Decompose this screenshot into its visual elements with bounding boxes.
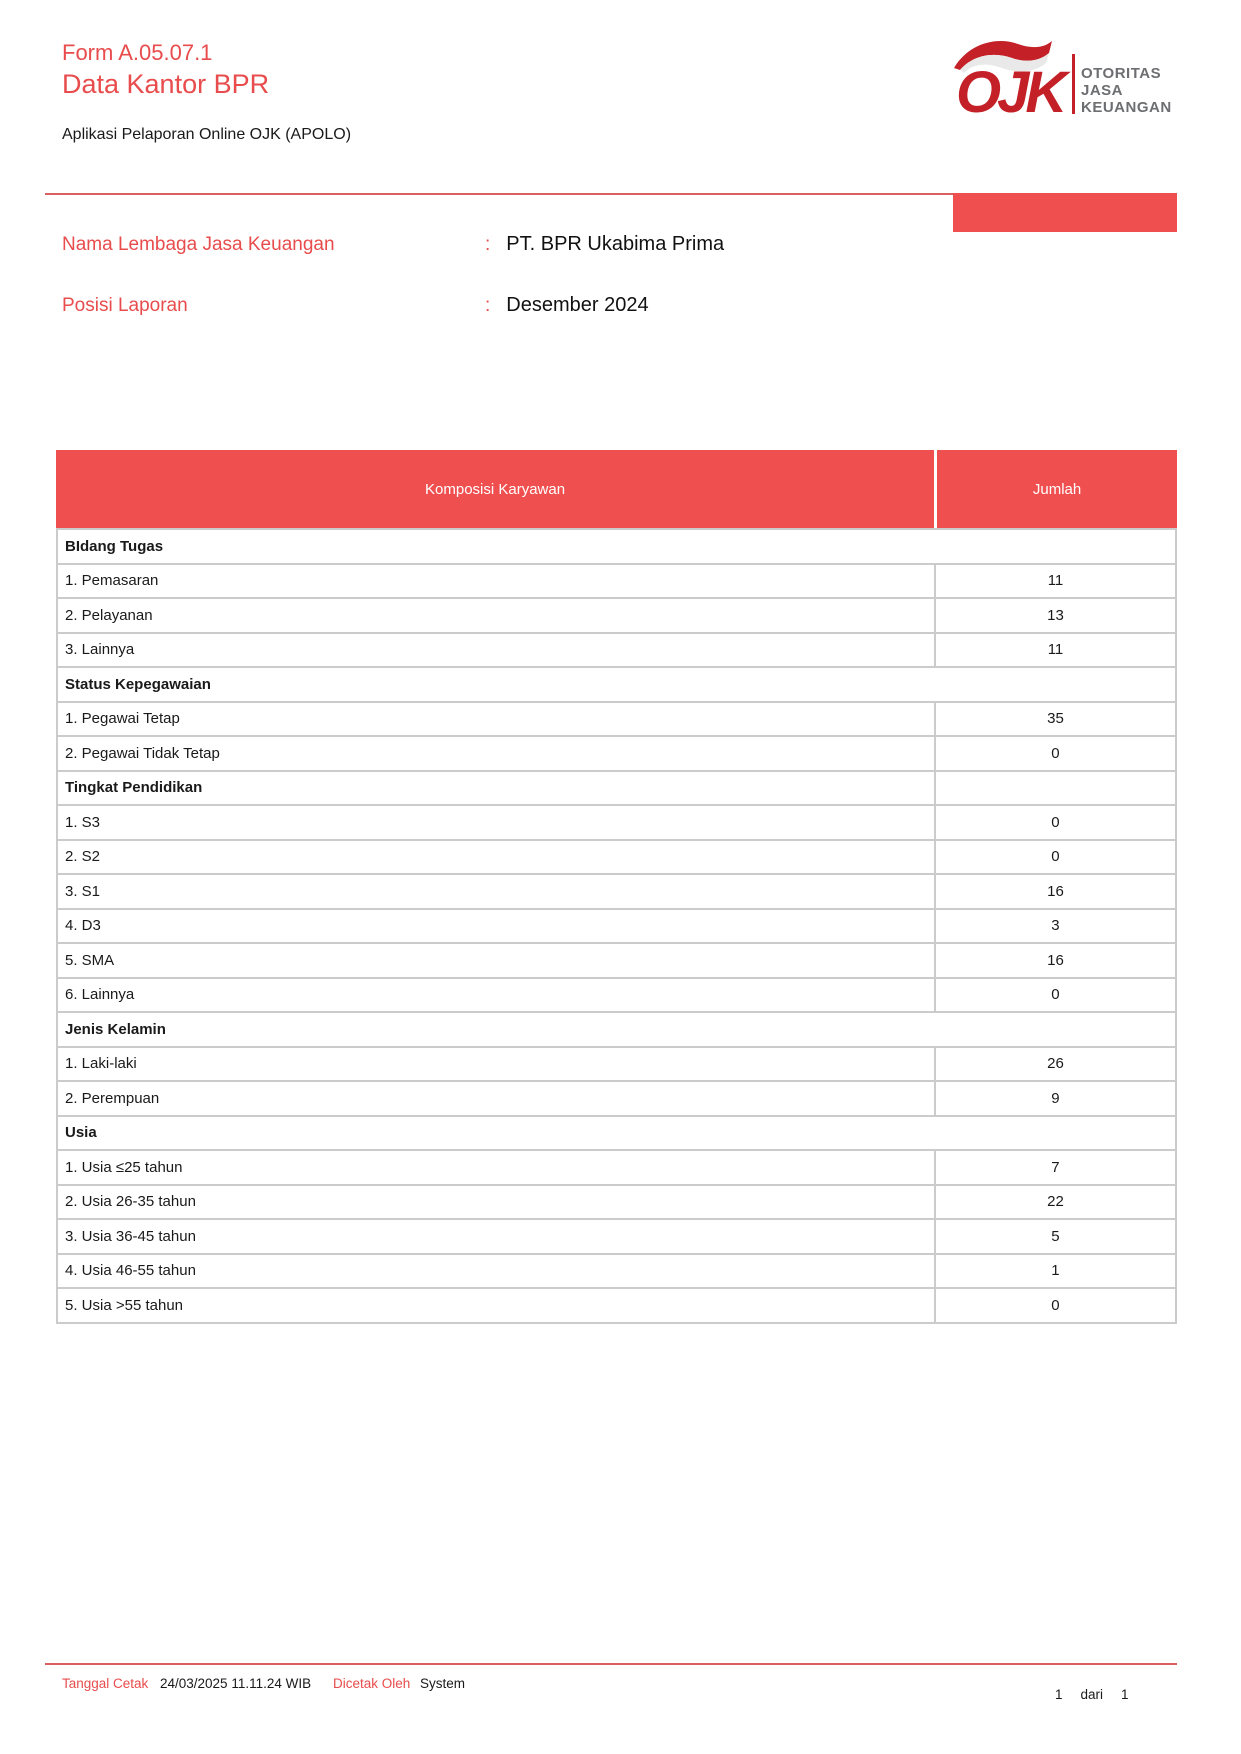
row-value: 3	[1051, 917, 1060, 935]
table-row	[58, 1048, 1175, 1083]
row-value: 0	[1051, 848, 1060, 866]
row-label: 2. Perempuan	[58, 1082, 936, 1115]
header-accent-block	[953, 193, 1177, 232]
ojk-logo	[948, 34, 1180, 122]
institution-colon: :	[485, 234, 491, 255]
table-body	[56, 528, 1177, 1324]
table-row	[58, 875, 1175, 910]
row-value: 9	[1051, 1089, 1060, 1107]
report-period-colon: :	[485, 295, 491, 316]
table-row	[58, 668, 1175, 703]
page-title: Data Kantor BPR	[62, 68, 270, 99]
table-row	[58, 634, 1175, 669]
page-total: 1	[1121, 1687, 1129, 1702]
footer	[62, 1676, 1042, 1691]
table-row	[58, 772, 1175, 807]
table-row	[58, 1117, 1175, 1152]
table-row	[58, 565, 1175, 600]
row-value: 35	[1047, 710, 1064, 728]
ojk-wordmark: OJK	[956, 60, 1064, 122]
footer-rule	[45, 1663, 1177, 1665]
report-period-label: Posisi Laporan	[62, 295, 188, 316]
institution-row	[62, 233, 724, 256]
report-period-value: Desember 2024	[506, 294, 649, 316]
column-header-komposisi: Komposisi Karyawan	[56, 450, 937, 528]
row-value: 5	[1051, 1227, 1060, 1245]
table-row	[58, 1289, 1175, 1322]
row-label: Usia	[65, 1124, 97, 1142]
table-row	[58, 910, 1175, 945]
print-date-label: Tanggal Cetak	[62, 1676, 149, 1691]
org-line-3: KEUANGAN	[1081, 99, 1172, 116]
page-indicator	[1055, 1687, 1129, 1702]
row-label: BIdang Tugas	[65, 537, 164, 555]
row-value: 0	[1051, 813, 1060, 831]
table-row	[58, 599, 1175, 634]
row-label: 1. Laki-laki	[58, 1048, 936, 1081]
row-label: 2. Usia 26-35 tahun	[58, 1186, 936, 1219]
row-value: 0	[1051, 744, 1060, 762]
row-value: 0	[1051, 1296, 1060, 1314]
row-label: 3. Lainnya	[58, 634, 936, 667]
printed-by-label: Dicetak Oleh	[333, 1676, 411, 1691]
institution-value: PT. BPR Ukabima Prima	[506, 233, 725, 255]
org-line-1: OTORITAS	[1081, 65, 1162, 82]
row-label: 6. Lainnya	[58, 979, 936, 1012]
row-label: 1. S3	[58, 806, 936, 839]
row-value: 16	[1047, 951, 1064, 969]
table-row	[58, 979, 1175, 1014]
row-value: 11	[1047, 572, 1064, 590]
table-row	[58, 1082, 1175, 1117]
report-period-row	[62, 294, 649, 317]
row-value: 22	[1047, 1193, 1064, 1211]
employee-composition-table	[56, 450, 1177, 1324]
table-row	[58, 530, 1175, 565]
row-label: 2. Pelayanan	[58, 599, 936, 632]
logo-divider	[1072, 54, 1075, 114]
row-label: Tingkat Pendidikan	[58, 772, 936, 805]
page-separator: dari	[1080, 1687, 1104, 1702]
row-label: 2. S2	[58, 841, 936, 874]
row-label: 4. Usia 46-55 tahun	[58, 1255, 936, 1288]
row-value: 26	[1047, 1055, 1064, 1073]
row-value: 16	[1047, 882, 1064, 900]
table-row	[58, 944, 1175, 979]
row-label: Jenis Kelamin	[65, 1020, 166, 1038]
row-label: 1. Pegawai Tetap	[58, 703, 936, 736]
row-value: 13	[1047, 606, 1064, 624]
table-row	[58, 737, 1175, 772]
row-label: 5. SMA	[58, 944, 936, 977]
table-row	[58, 1186, 1175, 1221]
table-row	[58, 1255, 1175, 1290]
row-value: 0	[1051, 986, 1060, 1004]
table-row	[58, 1151, 1175, 1186]
app-name: Aplikasi Pelaporan Online OJK (APOLO)	[62, 126, 352, 143]
row-value: 7	[1051, 1158, 1060, 1176]
table-row	[58, 1013, 1175, 1048]
row-label: 4. D3	[58, 910, 936, 943]
row-value: 11	[1047, 641, 1064, 659]
table-row	[58, 1220, 1175, 1255]
row-label: 5. Usia >55 tahun	[58, 1289, 936, 1322]
page-current: 1	[1055, 1687, 1063, 1702]
table-header	[56, 450, 1177, 528]
column-header-jumlah: Jumlah	[1032, 480, 1082, 498]
title-block	[62, 40, 269, 100]
print-date-value: 24/03/2025 11.11.24 WIB	[160, 1676, 312, 1691]
table-row	[58, 703, 1175, 738]
institution-label: Nama Lembaga Jasa Keuangan	[62, 234, 335, 255]
row-value: 1	[1051, 1262, 1060, 1280]
row-label: 1. Pemasaran	[58, 565, 936, 598]
table-row	[58, 841, 1175, 876]
row-label: 3. S1	[58, 875, 936, 908]
row-label: 3. Usia 36-45 tahun	[58, 1220, 936, 1253]
row-label: 1. Usia ≤25 tahun	[58, 1151, 936, 1184]
ojk-logo-icon	[948, 34, 1180, 122]
form-code: Form A.05.07.1	[62, 40, 213, 65]
table-row	[58, 806, 1175, 841]
row-label: Status Kepegawaian	[65, 675, 211, 693]
row-label: 2. Pegawai Tidak Tetap	[58, 737, 936, 770]
printed-by-value: System	[420, 1676, 466, 1691]
org-line-2: JASA	[1081, 82, 1124, 99]
